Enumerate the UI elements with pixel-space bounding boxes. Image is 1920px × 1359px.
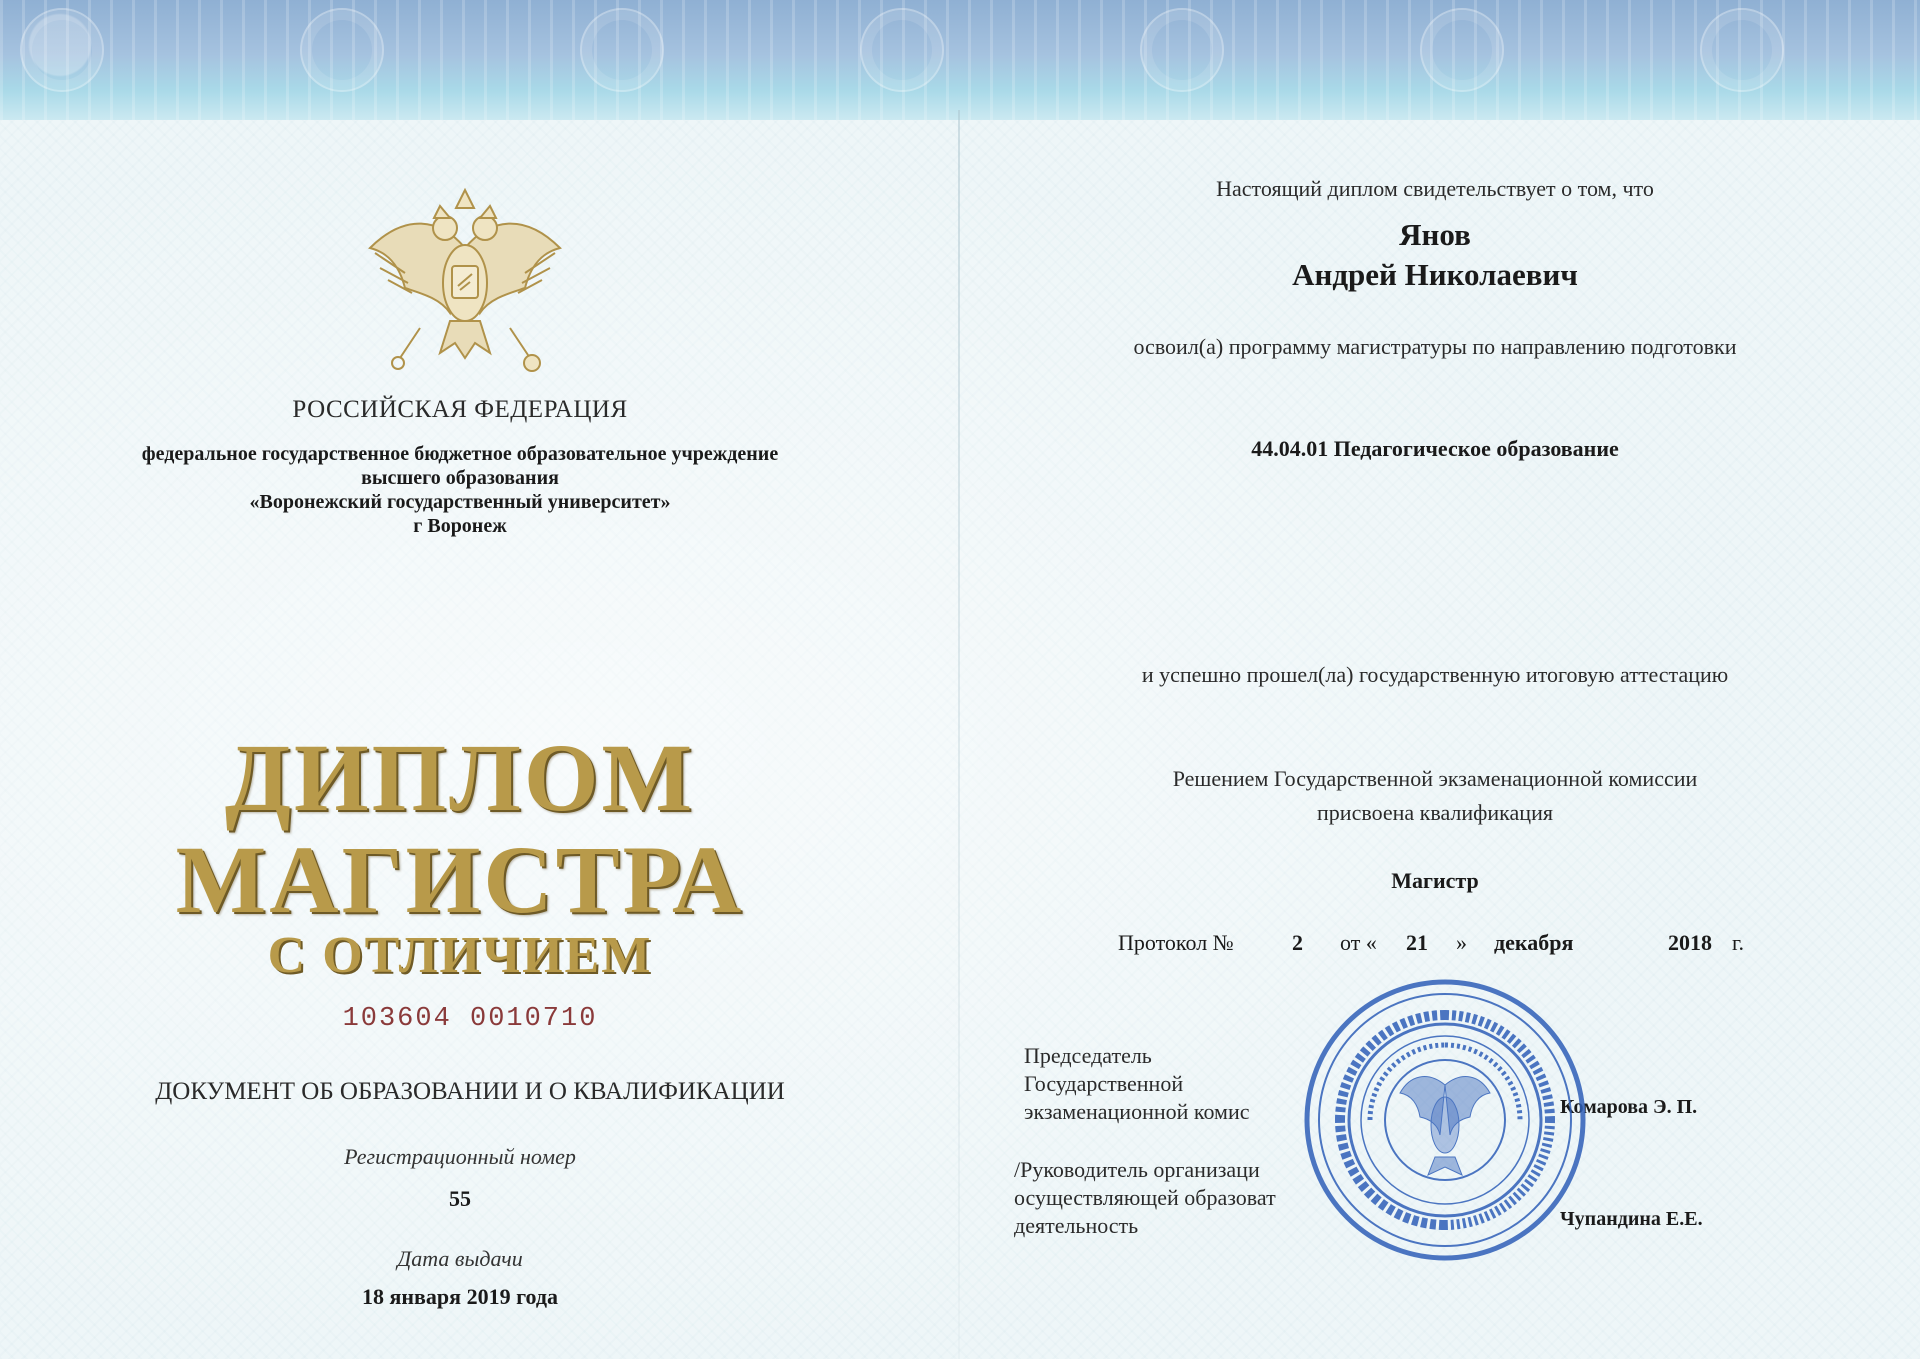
security-band <box>0 0 1920 120</box>
country-name: РОССИЙСКАЯ ФЕДЕРАЦИЯ <box>292 396 628 423</box>
chair-name: Комарова Э. П. <box>1560 1096 1698 1118</box>
band-rosette <box>300 8 384 92</box>
program-text: освоил(а) программу магистратуры по направлению подготовки <box>1133 334 1737 359</box>
issue-date: 18 января 2019 года <box>361 1284 559 1309</box>
head-label-line-1: /Руководитель организаци <box>1014 1157 1260 1182</box>
diploma-title-line-2: МАГИСТРА <box>175 826 745 933</box>
attestation-text: и успешно прошел(ла) государственную итоговую аттестацию <box>1141 662 1729 687</box>
band-rosette <box>1700 8 1784 92</box>
chair-label-line-2: Государственной <box>1024 1071 1184 1096</box>
chair-label-line-3: экзаменационной комис <box>1024 1099 1250 1124</box>
institution-line-2: высшего образования <box>361 467 559 489</box>
qualification: Магистр <box>1391 868 1479 893</box>
institution-city: г Воронеж <box>413 515 507 537</box>
institution-line-1: федеральное государственное бюджетное образовательное учреждение <box>141 443 779 465</box>
diploma-serial-number: 103604 0010710 <box>342 1004 598 1034</box>
head-label <box>1014 1156 1324 1240</box>
registration-number: 55 <box>449 1186 471 1211</box>
head-label-line-3: деятельность <box>1014 1213 1139 1238</box>
head-label-line-2: осуществляющей образоват <box>1014 1185 1276 1210</box>
university-seal-stamp <box>1300 975 1590 1265</box>
protocol-year: 2018 <box>1668 930 1712 955</box>
decision-line-2: присвоена квалификация <box>1317 800 1553 825</box>
institution-block <box>60 442 860 538</box>
diploma-title-honors: С ОТЛИЧИЕМ <box>267 927 653 984</box>
diploma-title-line-1: ДИПЛОМ <box>224 724 696 831</box>
registration-label: Регистрационный номер <box>344 1144 576 1169</box>
chair-label-line-1: Председатель <box>1024 1043 1152 1068</box>
protocol-from: от « <box>1340 930 1377 955</box>
eagle-emblem-icon <box>360 178 570 378</box>
protocol-close-quote: » <box>1456 930 1467 955</box>
protocol-year-suffix: г. <box>1732 930 1745 955</box>
band-rosette <box>20 8 104 92</box>
band-rosette <box>1420 8 1504 92</box>
protocol-label: Протокол № <box>1118 930 1234 955</box>
intro-text: Настоящий диплом свидетельствует о том, что <box>1216 176 1654 201</box>
protocol-month: декабря <box>1494 930 1574 955</box>
band-rosette <box>860 8 944 92</box>
graduate-given-names: Андрей Николаевич <box>1292 257 1578 292</box>
protocol-number: 2 <box>1292 930 1303 955</box>
band-rosette <box>1140 8 1224 92</box>
chair-label <box>1024 1042 1324 1126</box>
page-fold <box>958 110 960 1359</box>
band-rosette <box>580 8 664 92</box>
document-type: ДОКУМЕНТ ОБ ОБРАЗОВАНИИ И О КВАЛИФИКАЦИИ <box>155 1078 785 1105</box>
program-name: 44.04.01 Педагогическое образование <box>1251 436 1619 461</box>
graduate-surname: Янов <box>1399 217 1471 252</box>
protocol-day: 21 <box>1406 930 1428 955</box>
institution-line-3: «Воронежский государственный университет» <box>249 491 671 513</box>
decision-line-1: Решением Государственной экзаменационной комиссии <box>1172 766 1698 791</box>
head-name: Чупандина Е.Е. <box>1560 1208 1703 1230</box>
issue-date-label: Дата выдачи <box>397 1246 523 1271</box>
